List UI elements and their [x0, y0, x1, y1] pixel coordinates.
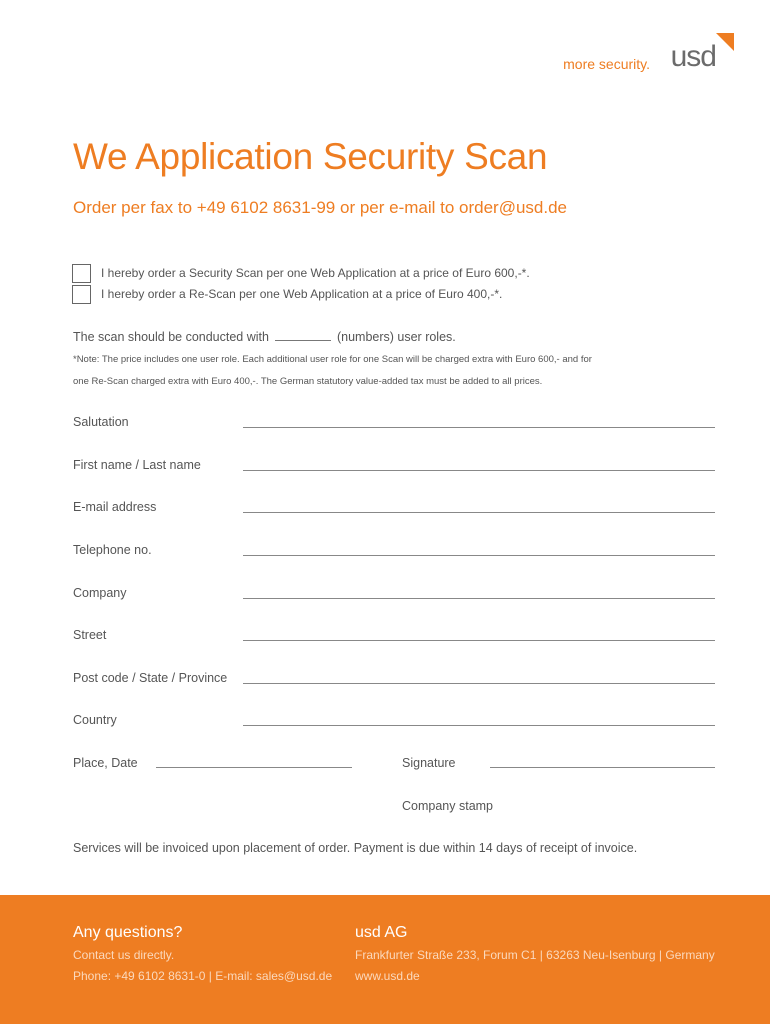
postcode-input-line[interactable]: [243, 683, 715, 684]
country-field[interactable]: [73, 713, 715, 733]
telephone-label: Telephone no.: [73, 543, 152, 557]
footer-company-heading: usd AG: [355, 924, 408, 941]
price-note-line-1: *Note: The price includes one user role. Each additional user role for one Scan will be charged extra with Euro 600,- and for: [73, 354, 592, 365]
country-label: Country: [73, 713, 117, 727]
company-label: Company: [73, 586, 127, 600]
signature-label: Signature: [402, 756, 456, 770]
footer-website-link[interactable]: www.usd.de: [355, 969, 420, 983]
telephone-field[interactable]: [73, 543, 715, 563]
email-label: E-mail address: [73, 500, 157, 514]
logo-corner-mark: [716, 33, 734, 51]
name-label: First name / Last name: [73, 458, 201, 472]
logo-tagline: more security.: [563, 56, 650, 72]
roles-text-before: The scan should be conducted with: [73, 330, 269, 344]
footer-contact-text: Contact us directly.: [73, 948, 175, 962]
company-field[interactable]: [73, 586, 715, 606]
page-title: We Application Security Scan: [73, 136, 548, 177]
postcode-label: Post code / State / Province: [73, 671, 228, 685]
name-input-line[interactable]: [243, 470, 715, 471]
postcode-field[interactable]: [73, 671, 715, 691]
street-field[interactable]: [73, 628, 715, 648]
footer-phone-email[interactable]: Phone: +49 6102 8631-0 | E-mail: sales@usd.de: [73, 969, 333, 983]
salutation-input-line[interactable]: [243, 427, 715, 428]
rescan-option[interactable]: [72, 284, 502, 304]
user-roles-blank[interactable]: [275, 330, 331, 341]
name-field[interactable]: [73, 458, 715, 478]
street-input-line[interactable]: [243, 640, 715, 641]
salutation-field[interactable]: [73, 415, 715, 435]
footer-address: Frankfurter Straße 233, Forum C1 | 63263 Neu-Isenburg | Germany: [355, 948, 715, 962]
services-notice: Services will be invoiced upon placement of order. Payment is due within 14 days of receipt of invoice.: [73, 841, 638, 855]
country-input-line[interactable]: [243, 725, 715, 726]
rescan-label: I hereby order a Re-Scan per one Web Application at a price of Euro 400,-*.: [101, 287, 503, 301]
company-stamp-label: Company stamp: [402, 799, 494, 813]
price-note-line-2: one Re-Scan charged extra with Euro 400,-. The German statutory value-added tax must be added to all prices.: [73, 376, 543, 387]
rescan-checkbox[interactable]: [72, 285, 91, 304]
place-date-input-line[interactable]: [156, 767, 352, 768]
security-scan-option[interactable]: [72, 263, 530, 283]
company-input-line[interactable]: [243, 598, 715, 599]
email-field[interactable]: [73, 500, 715, 520]
place-date-label: Place, Date: [73, 756, 138, 770]
email-input-line[interactable]: [243, 512, 715, 513]
security-scan-checkbox[interactable]: [72, 264, 91, 283]
salutation-label: Salutation: [73, 415, 129, 429]
street-label: Street: [73, 628, 107, 642]
security-scan-label: I hereby order a Security Scan per one Web Application at a price of Euro 600,-*.: [101, 266, 530, 280]
roles-text-after: (numbers) user roles.: [336, 330, 456, 344]
user-roles-line: [73, 330, 456, 344]
order-contact-line: Order per fax to +49 6102 8631-99 or per e-mail to order@usd.de: [73, 198, 568, 217]
telephone-input-line[interactable]: [243, 555, 715, 556]
footer: [0, 895, 770, 1024]
logo-brand: usd: [670, 40, 716, 73]
signature-input-line[interactable]: [490, 767, 715, 768]
footer-questions-heading: Any questions?: [73, 924, 183, 941]
